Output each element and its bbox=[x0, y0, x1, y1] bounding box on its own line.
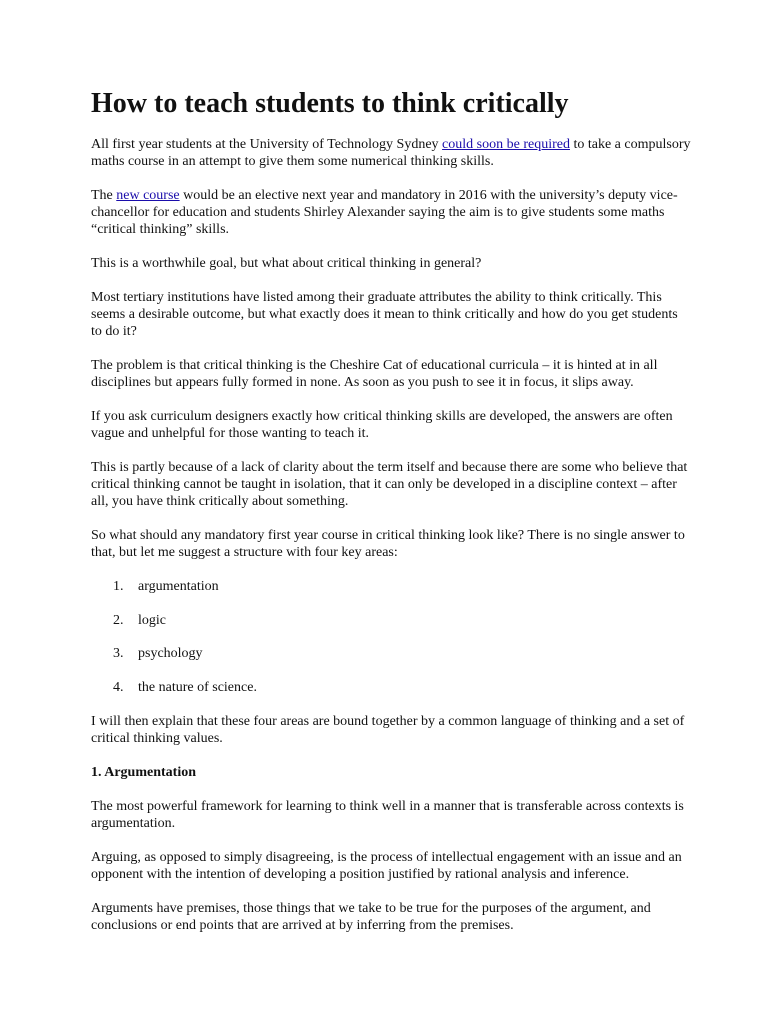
list-item bbox=[91, 679, 691, 696]
paragraph-bound-together: I will then explain that these four areas are bound together by a common language of thinking and a set of critical thinking values. bbox=[91, 713, 685, 746]
paragraph-tertiary-institutions: Most tertiary institutions have listed among their graduate attributes the ability to think critically. This seems a desirable outcome, but what exactly does it mean to think critically and how do you get students to do it? bbox=[91, 290, 678, 339]
paragraph-curriculum-designers: If you ask curriculum designers exactly how critical thinking skills are developed, the answers are often vague and unhelpful for those wanting to teach it. bbox=[91, 409, 673, 441]
list-item-text: the nature of science. bbox=[138, 679, 257, 695]
list-item bbox=[91, 645, 691, 662]
paragraph-intro-text-before: All first year students at the University of Technology Sydney bbox=[91, 137, 443, 152]
paragraph-intro-text-after: to take a compulsory maths course in an attempt to give them some numerical thinking skills. bbox=[91, 137, 691, 169]
section-heading-argumentation: 1. Argumentation bbox=[91, 764, 196, 780]
could-soon-be-required-link[interactable]: could soon be required bbox=[442, 137, 570, 152]
paragraph-lack-of-clarity: This is partly because of a lack of clarity about the term itself and because there are some who believe that critical thinking cannot be taught in isolation, that it can only be developed in a discipline context – after all, you have think critically about something. bbox=[91, 460, 688, 509]
paragraph-new-course-text-before: The bbox=[91, 188, 117, 203]
paragraph-arguing: Arguing, as opposed to simply disagreeing, is the process of intellectual engagement with an issue and an opponent with the intention of developing a position justified by rational analysis and inference. bbox=[91, 849, 682, 882]
list-item-text: logic bbox=[138, 612, 166, 628]
paragraph-new-course bbox=[91, 187, 691, 238]
paragraph-four-key-areas: So what should any mandatory first year course in critical thinking look like? There is no single answer to that, but let me suggest a structure with four key areas: bbox=[91, 528, 685, 560]
paragraph-cheshire-cat: The problem is that critical thinking is the Cheshire Cat of educational curricula – it is hinted at in all disciplines but appears fully formed in none. As soon as you push to see it in focus, it slips away. bbox=[91, 358, 658, 390]
list-item-text: argumentation bbox=[138, 579, 219, 594]
paragraph-worthwhile-goal: This is a worthwhile goal, but what about critical thinking in general? bbox=[91, 256, 482, 271]
paragraph-intro bbox=[91, 136, 691, 170]
article-title: How to teach students to think critically bbox=[91, 88, 569, 119]
paragraph-new-course-text-after: would be an elective next year and mandatory in 2016 with the university’s deputy vice-chancellor for education and students Shirley Alexander saying the aim is to give students some maths “critical thinking” skills. bbox=[91, 188, 678, 237]
key-areas-list bbox=[91, 578, 691, 696]
paragraph-powerful-framework: The most powerful framework for learning to think well in a manner that is transferable across contexts is argumentation. bbox=[91, 798, 684, 831]
list-item bbox=[91, 578, 691, 595]
list-item-number: 2. bbox=[113, 612, 124, 628]
new-course-link[interactable]: new course bbox=[116, 188, 180, 203]
list-item-text: psychology bbox=[138, 646, 203, 661]
article bbox=[91, 86, 691, 951]
paragraph-premises: Arguments have premises, those things that we take to be true for the purposes of the argument, and conclusions or end points that are arrived at by inferring from the premises. bbox=[91, 900, 651, 933]
key-areas-list-wrapper bbox=[91, 578, 691, 696]
list-item-number: 3. bbox=[113, 646, 124, 661]
list-item-number: 1. bbox=[113, 579, 124, 594]
list-item-number: 4. bbox=[113, 679, 124, 695]
list-item bbox=[91, 612, 691, 629]
